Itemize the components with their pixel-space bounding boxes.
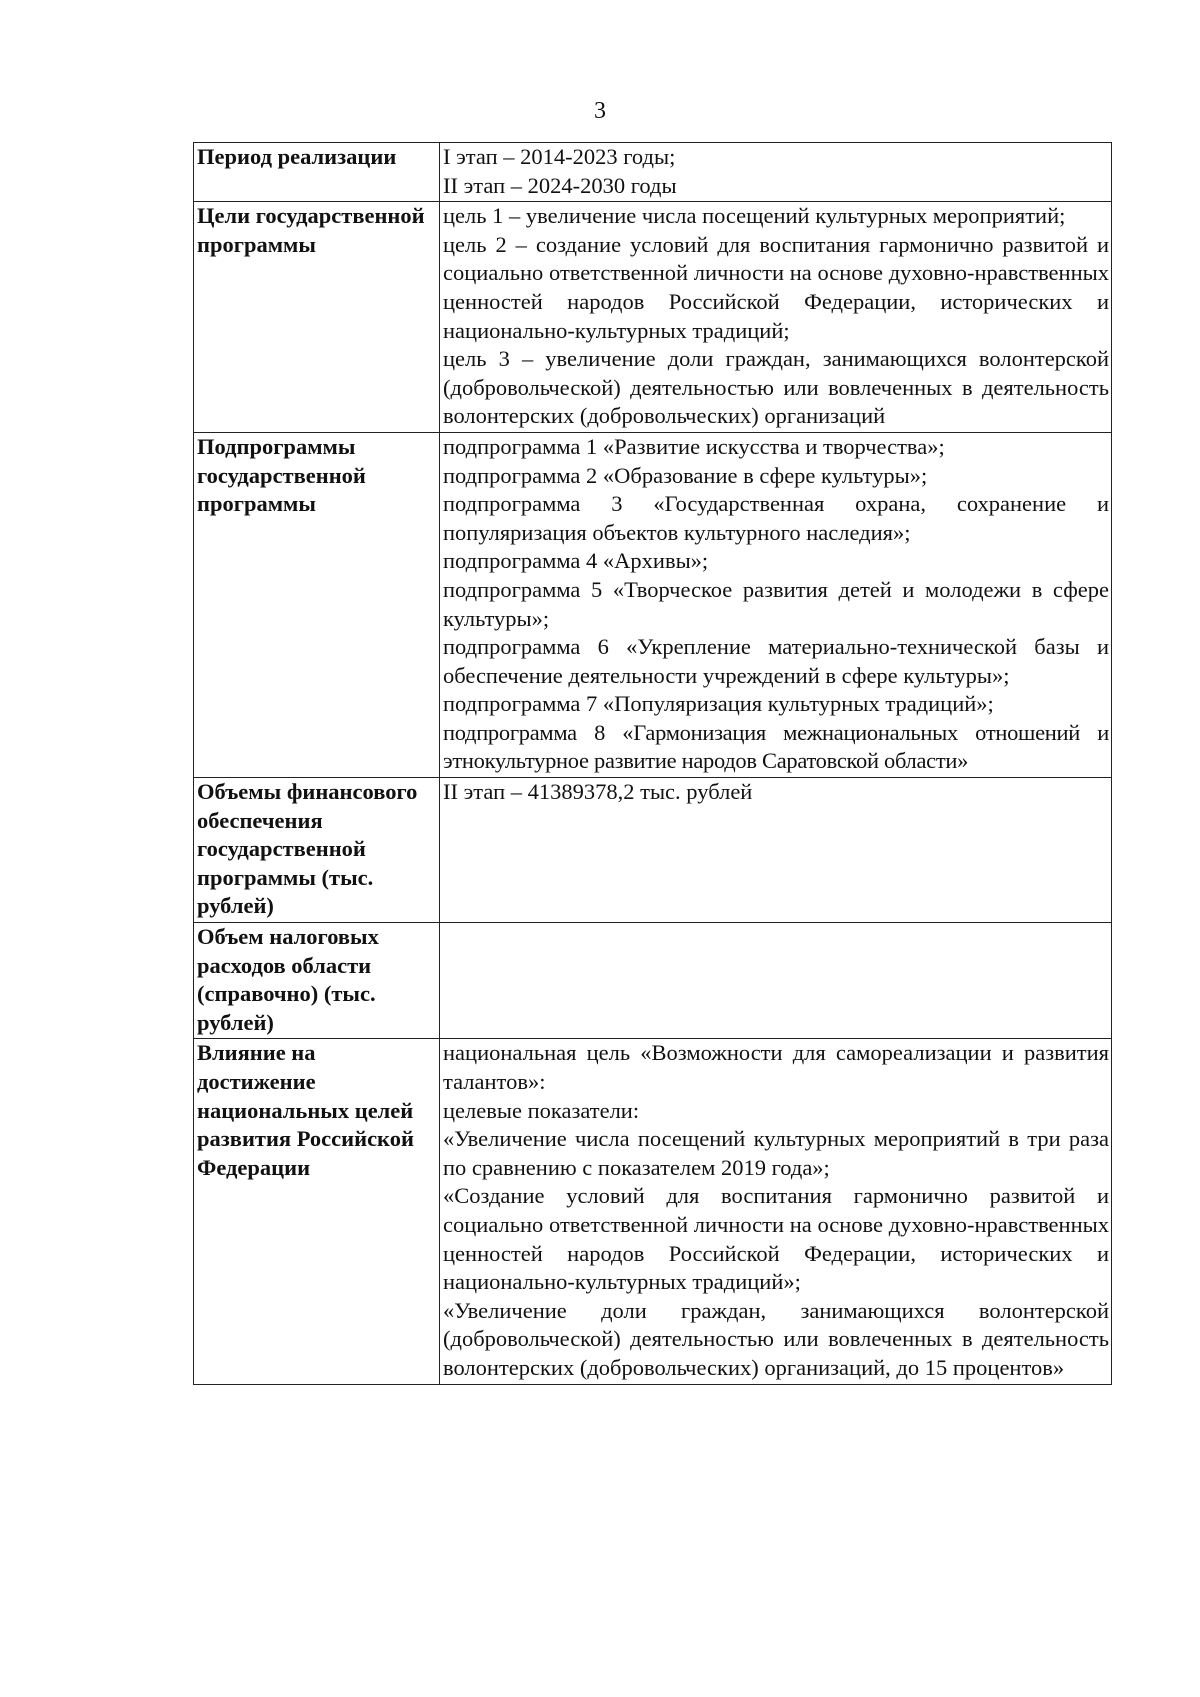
value-line: II этап – 2024-2030 годы: [443, 172, 677, 198]
row-value-empty: [440, 923, 1112, 1039]
value-line: цель 1 – увеличение числа посещений культурных мероприятий;: [443, 203, 1066, 229]
table-row: [194, 923, 1112, 1039]
table-row: [194, 143, 1112, 202]
value-line: цель 3 – увеличение доли граждан, занимающихся волонтерской (добровольческой) деятельностью или вовлеченных в деятельность волонтерских (добровольческих) организаций: [443, 346, 1109, 429]
row-value: [440, 432, 1112, 777]
value-line: национальная цель «Возможности для самореализации и развития талантов»:: [443, 1040, 1109, 1094]
row-label: Объемы финансового обеспечения государственной программы (тыс. рублей): [194, 778, 440, 923]
table-row: [194, 202, 1112, 433]
value-line: подпрограмма 1 «Развитие искусства и творчества»;: [443, 433, 945, 459]
row-label: Период реализации: [194, 143, 440, 202]
row-label: Цели государственной программы: [194, 202, 440, 433]
value-line: «Увеличение числа посещений культурных мероприятий в три раза по сравнению с показателем 2019 года»;: [443, 1126, 1109, 1180]
row-value: [440, 202, 1112, 433]
page-number: 3: [594, 98, 606, 124]
value-line: цель 2 – создание условий для воспитания гармонично развитой и социально ответственной личности на основе духовно-нравственных ценностей народов Российской Федерации, исторических и национально-культурных традиций;: [443, 231, 1109, 343]
value-line: целевые показатели:: [443, 1097, 640, 1123]
row-label: Объем налоговых расходов области (справочно) (тыс. рублей): [194, 923, 440, 1039]
table-row: [194, 778, 1112, 923]
program-passport-table: [193, 142, 1112, 1385]
row-value: [440, 778, 1112, 923]
table-row: [194, 1039, 1112, 1384]
row-label: Влияние на достижение национальных целей развития Российской Федерации: [194, 1039, 440, 1384]
row-label: Подпрограммы государственной программы: [194, 432, 440, 777]
value-line: II этап – 41389378,2 тыс. рублей: [443, 779, 753, 805]
row-value: [440, 1039, 1112, 1384]
value-line: «Создание условий для воспитания гармонично развитой и социально ответственной личности на основе духовно-нравственных ценностей народов Российской Федерации, исторических и национально-культурных традиций»;: [443, 1183, 1109, 1295]
row-value: [440, 143, 1112, 202]
table-row: [194, 432, 1112, 777]
value-line: «Увеличение доли граждан, занимающихся волонтерской (добровольческой) деятельностью или вовлеченных в деятельность волонтерских (добровольческих) организаций, до 15 процентов»: [443, 1297, 1109, 1380]
value-line: I этап – 2014-2023 годы;: [443, 144, 676, 169]
value-line: подпрограмма 5 «Творческое развития детей и молодежи в сфере культуры»;: [443, 576, 1109, 631]
value-line: подпрограмма 7 «Популяризация культурных традиций»;: [443, 691, 994, 717]
value-line: подпрограмма 4 «Архивы»;: [443, 548, 709, 574]
value-line: подпрограмма 6 «Укрепление материально-технической базы и обеспечение деятельности учреждений в сфере культуры»;: [443, 634, 1109, 688]
value-line: подпрограмма 3 «Государственная охрана, сохранение и популяризация объектов культурного наследия»;: [443, 491, 1109, 545]
value-line: подпрограмма 2 «Образование в сфере культуры»;: [443, 462, 928, 488]
value-line: подпрограмма 8 «Гармонизация межнациональных отношений и этнокультурное развитие народов Саратовской области»: [443, 719, 1109, 774]
